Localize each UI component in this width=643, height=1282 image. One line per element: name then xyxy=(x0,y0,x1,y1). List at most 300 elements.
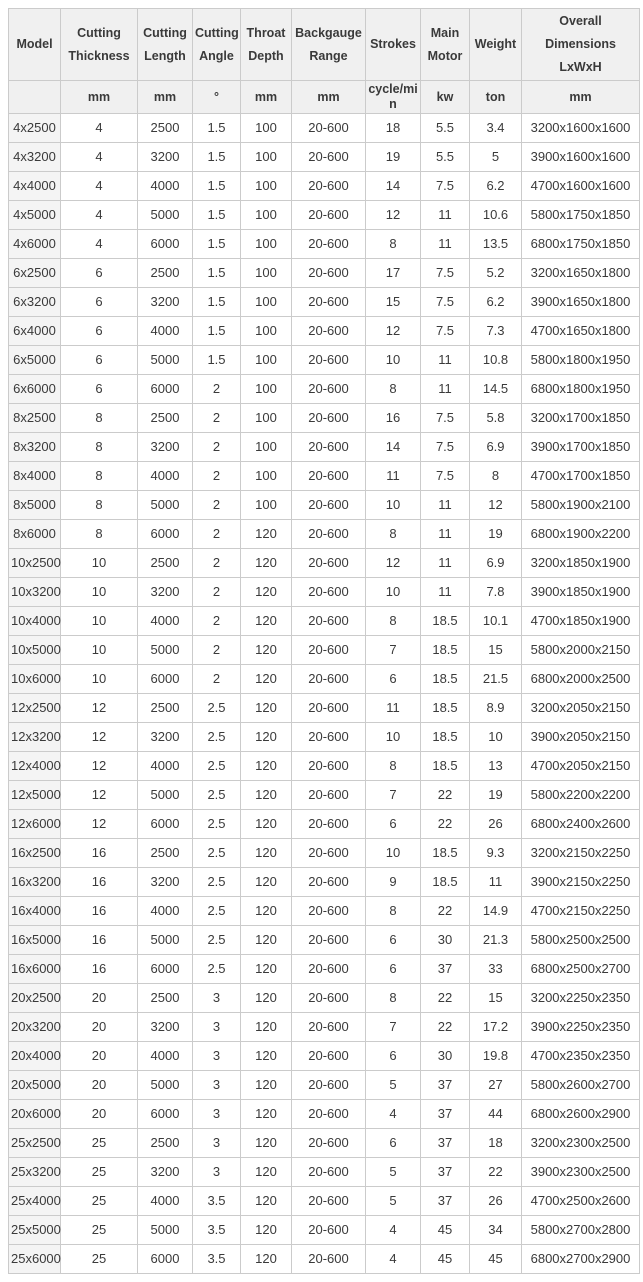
table-row xyxy=(9,839,640,868)
table-cell-cutting-angle: 2.5 xyxy=(193,810,241,839)
table-cell-main-motor: 18.5 xyxy=(421,607,470,636)
table-row xyxy=(9,520,640,549)
table-cell-main-motor: 7.5 xyxy=(421,462,470,491)
table-cell-throat-depth: 120 xyxy=(241,549,292,578)
table-cell-weight: 12 xyxy=(470,491,522,520)
table-cell-throat-depth: 120 xyxy=(241,984,292,1013)
table-cell-cutting-thickness: 6 xyxy=(61,317,138,346)
model-cell: 4x5000 xyxy=(9,201,61,230)
table-row xyxy=(9,1100,640,1129)
table-cell-cutting-length: 3200 xyxy=(138,1013,193,1042)
table-cell-overall-dimensions: 3900x2300x2500 xyxy=(522,1158,640,1187)
table-row xyxy=(9,810,640,839)
table-cell-cutting-length: 3200 xyxy=(138,433,193,462)
table-cell-overall-dimensions: 6800x1800x1950 xyxy=(522,375,640,404)
table-cell-weight: 45 xyxy=(470,1245,522,1274)
table-cell-overall-dimensions: 5800x2200x2200 xyxy=(522,781,640,810)
machine-specifications-table xyxy=(8,8,640,1274)
table-cell-strokes: 10 xyxy=(366,839,421,868)
table-cell-cutting-thickness: 4 xyxy=(61,201,138,230)
table-cell-main-motor: 22 xyxy=(421,984,470,1013)
table-cell-cutting-angle: 2 xyxy=(193,433,241,462)
table-row xyxy=(9,984,640,1013)
table-cell-overall-dimensions: 3200x1700x1850 xyxy=(522,404,640,433)
table-cell-cutting-thickness: 12 xyxy=(61,752,138,781)
table-row xyxy=(9,346,640,375)
table-cell-throat-depth: 120 xyxy=(241,810,292,839)
table-cell-throat-depth: 120 xyxy=(241,839,292,868)
table-cell-strokes: 6 xyxy=(366,810,421,839)
table-cell-cutting-angle: 3 xyxy=(193,1129,241,1158)
table-cell-cutting-length: 5000 xyxy=(138,1216,193,1245)
table-cell-cutting-angle: 3 xyxy=(193,1100,241,1129)
table-cell-overall-dimensions: 3900x2150x2250 xyxy=(522,868,640,897)
table-row xyxy=(9,230,640,259)
table-cell-cutting-length: 5000 xyxy=(138,926,193,955)
table-cell-cutting-angle: 2.5 xyxy=(193,955,241,984)
model-cell: 4x4000 xyxy=(9,172,61,201)
column-header-cutting-thickness: Cutting Thickness xyxy=(61,9,138,81)
table-cell-cutting-angle: 1.5 xyxy=(193,346,241,375)
table-cell-weight: 33 xyxy=(470,955,522,984)
table-cell-overall-dimensions: 4700x1700x1850 xyxy=(522,462,640,491)
table-cell-throat-depth: 120 xyxy=(241,1071,292,1100)
table-cell-backgauge-range: 20-600 xyxy=(292,984,366,1013)
table-cell-overall-dimensions: 6800x2500x2700 xyxy=(522,955,640,984)
table-cell-cutting-angle: 1.5 xyxy=(193,288,241,317)
table-cell-throat-depth: 120 xyxy=(241,868,292,897)
table-cell-main-motor: 7.5 xyxy=(421,259,470,288)
table-cell-backgauge-range: 20-600 xyxy=(292,114,366,143)
table-row xyxy=(9,955,640,984)
table-cell-main-motor: 37 xyxy=(421,955,470,984)
table-cell-backgauge-range: 20-600 xyxy=(292,578,366,607)
table-cell-backgauge-range: 20-600 xyxy=(292,694,366,723)
table-cell-overall-dimensions: 3200x1600x1600 xyxy=(522,114,640,143)
model-cell: 8x6000 xyxy=(9,520,61,549)
table-cell-cutting-angle: 2 xyxy=(193,578,241,607)
table-cell-backgauge-range: 20-600 xyxy=(292,375,366,404)
table-row xyxy=(9,1042,640,1071)
table-cell-cutting-angle: 2 xyxy=(193,404,241,433)
table-cell-cutting-thickness: 8 xyxy=(61,462,138,491)
table-row xyxy=(9,752,640,781)
table-cell-cutting-length: 6000 xyxy=(138,1245,193,1274)
table-cell-cutting-thickness: 20 xyxy=(61,1100,138,1129)
table-row xyxy=(9,143,640,172)
table-cell-weight: 14.9 xyxy=(470,897,522,926)
table-cell-strokes: 6 xyxy=(366,955,421,984)
table-cell-overall-dimensions: 5800x1750x1850 xyxy=(522,201,640,230)
table-row xyxy=(9,317,640,346)
table-cell-strokes: 16 xyxy=(366,404,421,433)
table-cell-backgauge-range: 20-600 xyxy=(292,1245,366,1274)
table-cell-backgauge-range: 20-600 xyxy=(292,868,366,897)
table-cell-throat-depth: 120 xyxy=(241,607,292,636)
column-unit-cutting-angle: ° xyxy=(193,81,241,114)
table-cell-main-motor: 7.5 xyxy=(421,172,470,201)
table-cell-strokes: 15 xyxy=(366,288,421,317)
table-cell-strokes: 8 xyxy=(366,752,421,781)
table-cell-backgauge-range: 20-600 xyxy=(292,230,366,259)
table-cell-strokes: 8 xyxy=(366,375,421,404)
table-cell-weight: 6.9 xyxy=(470,433,522,462)
table-cell-cutting-thickness: 4 xyxy=(61,143,138,172)
table-cell-overall-dimensions: 6800x2000x2500 xyxy=(522,665,640,694)
table-cell-cutting-thickness: 8 xyxy=(61,404,138,433)
table-cell-throat-depth: 100 xyxy=(241,172,292,201)
table-cell-main-motor: 11 xyxy=(421,549,470,578)
table-cell-cutting-thickness: 16 xyxy=(61,868,138,897)
table-row xyxy=(9,114,640,143)
table-cell-throat-depth: 120 xyxy=(241,955,292,984)
table-cell-backgauge-range: 20-600 xyxy=(292,607,366,636)
table-cell-backgauge-range: 20-600 xyxy=(292,926,366,955)
table-cell-overall-dimensions: 4700x1600x1600 xyxy=(522,172,640,201)
table-cell-strokes: 17 xyxy=(366,259,421,288)
table-cell-cutting-angle: 1.5 xyxy=(193,201,241,230)
table-cell-strokes: 8 xyxy=(366,607,421,636)
table-cell-throat-depth: 100 xyxy=(241,317,292,346)
table-cell-weight: 21.3 xyxy=(470,926,522,955)
table-cell-cutting-length: 4000 xyxy=(138,1187,193,1216)
table-cell-backgauge-range: 20-600 xyxy=(292,288,366,317)
table-cell-main-motor: 7.5 xyxy=(421,404,470,433)
table-cell-cutting-angle: 3 xyxy=(193,1071,241,1100)
table-cell-throat-depth: 120 xyxy=(241,1216,292,1245)
table-cell-cutting-length: 2500 xyxy=(138,259,193,288)
table-cell-weight: 9.3 xyxy=(470,839,522,868)
table-cell-main-motor: 18.5 xyxy=(421,723,470,752)
table-cell-cutting-thickness: 25 xyxy=(61,1216,138,1245)
table-cell-overall-dimensions: 6800x2600x2900 xyxy=(522,1100,640,1129)
table-cell-throat-depth: 120 xyxy=(241,1100,292,1129)
table-cell-overall-dimensions: 3200x1850x1900 xyxy=(522,549,640,578)
table-cell-throat-depth: 100 xyxy=(241,375,292,404)
table-cell-cutting-length: 4000 xyxy=(138,172,193,201)
column-unit-cutting-length: mm xyxy=(138,81,193,114)
table-cell-cutting-angle: 1.5 xyxy=(193,230,241,259)
model-cell: 4x2500 xyxy=(9,114,61,143)
table-cell-main-motor: 7.5 xyxy=(421,433,470,462)
table-cell-throat-depth: 100 xyxy=(241,259,292,288)
table-cell-overall-dimensions: 4700x2350x2350 xyxy=(522,1042,640,1071)
table-cell-main-motor: 11 xyxy=(421,520,470,549)
table-cell-cutting-angle: 3 xyxy=(193,984,241,1013)
model-cell: 12x4000 xyxy=(9,752,61,781)
model-cell: 8x2500 xyxy=(9,404,61,433)
table-cell-main-motor: 30 xyxy=(421,926,470,955)
table-cell-cutting-thickness: 10 xyxy=(61,578,138,607)
table-cell-backgauge-range: 20-600 xyxy=(292,1187,366,1216)
table-cell-overall-dimensions: 4700x2150x2250 xyxy=(522,897,640,926)
model-cell: 25x2500 xyxy=(9,1129,61,1158)
table-row xyxy=(9,462,640,491)
table-cell-cutting-angle: 3.5 xyxy=(193,1187,241,1216)
table-cell-cutting-thickness: 25 xyxy=(61,1158,138,1187)
table-row xyxy=(9,694,640,723)
table-cell-backgauge-range: 20-600 xyxy=(292,665,366,694)
table-header xyxy=(9,9,640,114)
table-cell-cutting-thickness: 16 xyxy=(61,839,138,868)
column-header-weight: Weight xyxy=(470,9,522,81)
table-cell-cutting-thickness: 12 xyxy=(61,723,138,752)
table-cell-main-motor: 37 xyxy=(421,1158,470,1187)
table-cell-main-motor: 45 xyxy=(421,1216,470,1245)
table-cell-weight: 26 xyxy=(470,810,522,839)
column-header-main-motor: Main Motor xyxy=(421,9,470,81)
table-cell-main-motor: 5.5 xyxy=(421,143,470,172)
table-cell-backgauge-range: 20-600 xyxy=(292,491,366,520)
table-cell-main-motor: 11 xyxy=(421,375,470,404)
table-cell-cutting-length: 4000 xyxy=(138,1042,193,1071)
table-row xyxy=(9,491,640,520)
table-cell-throat-depth: 100 xyxy=(241,114,292,143)
table-cell-throat-depth: 100 xyxy=(241,433,292,462)
header-labels-row xyxy=(9,9,640,81)
table-cell-strokes: 5 xyxy=(366,1187,421,1216)
table-cell-backgauge-range: 20-600 xyxy=(292,433,366,462)
table-cell-strokes: 14 xyxy=(366,172,421,201)
table-cell-cutting-length: 6000 xyxy=(138,375,193,404)
table-cell-cutting-length: 3200 xyxy=(138,578,193,607)
model-cell: 16x4000 xyxy=(9,897,61,926)
table-cell-strokes: 8 xyxy=(366,897,421,926)
table-cell-cutting-thickness: 4 xyxy=(61,172,138,201)
table-cell-overall-dimensions: 4700x2050x2150 xyxy=(522,752,640,781)
column-unit-overall-dimensions: mm xyxy=(522,81,640,114)
table-cell-strokes: 6 xyxy=(366,1129,421,1158)
table-cell-cutting-length: 6000 xyxy=(138,230,193,259)
table-cell-weight: 5.8 xyxy=(470,404,522,433)
table-cell-overall-dimensions: 5800x2500x2500 xyxy=(522,926,640,955)
table-cell-cutting-thickness: 20 xyxy=(61,984,138,1013)
table-cell-main-motor: 5.5 xyxy=(421,114,470,143)
column-header-overall-dimensions: Overall Dimensions LxWxH xyxy=(522,9,640,81)
table-cell-main-motor: 30 xyxy=(421,1042,470,1071)
model-cell: 6x3200 xyxy=(9,288,61,317)
table-cell-main-motor: 37 xyxy=(421,1129,470,1158)
table-cell-weight: 3.4 xyxy=(470,114,522,143)
table-cell-main-motor: 11 xyxy=(421,578,470,607)
table-cell-backgauge-range: 20-600 xyxy=(292,520,366,549)
table-cell-overall-dimensions: 3900x1850x1900 xyxy=(522,578,640,607)
table-cell-overall-dimensions: 5800x2000x2150 xyxy=(522,636,640,665)
table-cell-overall-dimensions: 5800x2700x2800 xyxy=(522,1216,640,1245)
table-cell-backgauge-range: 20-600 xyxy=(292,723,366,752)
table-cell-cutting-length: 6000 xyxy=(138,810,193,839)
table-cell-overall-dimensions: 3200x2250x2350 xyxy=(522,984,640,1013)
table-cell-cutting-length: 6000 xyxy=(138,520,193,549)
model-cell: 20x3200 xyxy=(9,1013,61,1042)
model-cell: 6x6000 xyxy=(9,375,61,404)
table-cell-throat-depth: 120 xyxy=(241,926,292,955)
table-cell-cutting-angle: 2.5 xyxy=(193,723,241,752)
table-row xyxy=(9,1187,640,1216)
table-cell-cutting-angle: 2.5 xyxy=(193,926,241,955)
table-cell-main-motor: 22 xyxy=(421,781,470,810)
table-cell-weight: 10.1 xyxy=(470,607,522,636)
table-cell-cutting-angle: 1.5 xyxy=(193,172,241,201)
table-cell-main-motor: 18.5 xyxy=(421,752,470,781)
table-cell-throat-depth: 120 xyxy=(241,1245,292,1274)
table-cell-strokes: 4 xyxy=(366,1216,421,1245)
model-cell: 8x4000 xyxy=(9,462,61,491)
model-cell: 10x4000 xyxy=(9,607,61,636)
table-cell-cutting-length: 4000 xyxy=(138,317,193,346)
table-cell-cutting-angle: 1.5 xyxy=(193,114,241,143)
table-cell-cutting-thickness: 6 xyxy=(61,259,138,288)
table-cell-backgauge-range: 20-600 xyxy=(292,839,366,868)
table-cell-cutting-length: 5000 xyxy=(138,346,193,375)
table-cell-cutting-length: 6000 xyxy=(138,955,193,984)
model-cell: 20x2500 xyxy=(9,984,61,1013)
table-row xyxy=(9,549,640,578)
table-cell-cutting-angle: 3 xyxy=(193,1013,241,1042)
column-unit-strokes: cycle/min xyxy=(366,81,421,114)
table-row xyxy=(9,172,640,201)
table-cell-strokes: 11 xyxy=(366,694,421,723)
table-cell-cutting-length: 3200 xyxy=(138,288,193,317)
table-cell-cutting-thickness: 12 xyxy=(61,810,138,839)
table-cell-main-motor: 37 xyxy=(421,1100,470,1129)
table-cell-throat-depth: 120 xyxy=(241,665,292,694)
model-cell: 12x3200 xyxy=(9,723,61,752)
table-cell-strokes: 6 xyxy=(366,1042,421,1071)
table-row xyxy=(9,1071,640,1100)
table-cell-weight: 14.5 xyxy=(470,375,522,404)
table-cell-throat-depth: 120 xyxy=(241,897,292,926)
table-cell-main-motor: 18.5 xyxy=(421,868,470,897)
table-cell-cutting-thickness: 12 xyxy=(61,694,138,723)
table-cell-backgauge-range: 20-600 xyxy=(292,201,366,230)
table-cell-cutting-angle: 3.5 xyxy=(193,1245,241,1274)
table-cell-weight: 15 xyxy=(470,636,522,665)
table-cell-cutting-thickness: 6 xyxy=(61,346,138,375)
column-unit-cutting-thickness: mm xyxy=(61,81,138,114)
table-cell-weight: 10.8 xyxy=(470,346,522,375)
table-cell-cutting-length: 2500 xyxy=(138,984,193,1013)
table-cell-overall-dimensions: 3900x2250x2350 xyxy=(522,1013,640,1042)
table-cell-backgauge-range: 20-600 xyxy=(292,636,366,665)
table-cell-throat-depth: 100 xyxy=(241,462,292,491)
table-cell-throat-depth: 120 xyxy=(241,1158,292,1187)
table-cell-throat-depth: 120 xyxy=(241,694,292,723)
model-cell: 20x4000 xyxy=(9,1042,61,1071)
table-cell-cutting-length: 5000 xyxy=(138,491,193,520)
table-cell-cutting-angle: 2.5 xyxy=(193,868,241,897)
table-cell-strokes: 10 xyxy=(366,346,421,375)
table-cell-cutting-thickness: 10 xyxy=(61,636,138,665)
table-row xyxy=(9,375,640,404)
table-cell-weight: 44 xyxy=(470,1100,522,1129)
table-cell-cutting-length: 3200 xyxy=(138,143,193,172)
table-cell-throat-depth: 100 xyxy=(241,346,292,375)
table-cell-weight: 7.3 xyxy=(470,317,522,346)
model-cell: 16x6000 xyxy=(9,955,61,984)
table-cell-strokes: 7 xyxy=(366,636,421,665)
table-cell-weight: 11 xyxy=(470,868,522,897)
table-cell-cutting-angle: 3.5 xyxy=(193,1216,241,1245)
table-cell-throat-depth: 120 xyxy=(241,636,292,665)
table-cell-backgauge-range: 20-600 xyxy=(292,1216,366,1245)
table-cell-weight: 34 xyxy=(470,1216,522,1245)
table-cell-cutting-thickness: 8 xyxy=(61,433,138,462)
table-cell-overall-dimensions: 3200x2150x2250 xyxy=(522,839,640,868)
table-row xyxy=(9,404,640,433)
model-cell: 10x3200 xyxy=(9,578,61,607)
table-cell-throat-depth: 100 xyxy=(241,201,292,230)
header-units-row xyxy=(9,81,640,114)
table-cell-cutting-length: 4000 xyxy=(138,752,193,781)
table-cell-cutting-length: 5000 xyxy=(138,201,193,230)
table-cell-cutting-length: 4000 xyxy=(138,897,193,926)
table-cell-cutting-thickness: 20 xyxy=(61,1042,138,1071)
table-cell-main-motor: 11 xyxy=(421,201,470,230)
table-cell-cutting-thickness: 25 xyxy=(61,1245,138,1274)
table-cell-main-motor: 37 xyxy=(421,1187,470,1216)
table-cell-cutting-angle: 2 xyxy=(193,607,241,636)
table-cell-main-motor: 18.5 xyxy=(421,665,470,694)
table-cell-cutting-length: 2500 xyxy=(138,404,193,433)
table-cell-cutting-thickness: 6 xyxy=(61,288,138,317)
model-cell: 20x5000 xyxy=(9,1071,61,1100)
table-cell-strokes: 9 xyxy=(366,868,421,897)
table-cell-main-motor: 11 xyxy=(421,230,470,259)
table-cell-backgauge-range: 20-600 xyxy=(292,752,366,781)
table-cell-cutting-thickness: 20 xyxy=(61,1013,138,1042)
table-cell-cutting-thickness: 8 xyxy=(61,520,138,549)
table-cell-backgauge-range: 20-600 xyxy=(292,172,366,201)
table-cell-weight: 8 xyxy=(470,462,522,491)
table-cell-strokes: 8 xyxy=(366,520,421,549)
table-cell-overall-dimensions: 6800x2400x2600 xyxy=(522,810,640,839)
table-cell-backgauge-range: 20-600 xyxy=(292,346,366,375)
column-header-model: Model xyxy=(9,9,61,81)
table-cell-strokes: 5 xyxy=(366,1071,421,1100)
table-cell-cutting-thickness: 12 xyxy=(61,781,138,810)
model-cell: 10x2500 xyxy=(9,549,61,578)
table-row xyxy=(9,607,640,636)
table-cell-overall-dimensions: 3200x1650x1800 xyxy=(522,259,640,288)
table-cell-main-motor: 18.5 xyxy=(421,636,470,665)
model-cell: 8x5000 xyxy=(9,491,61,520)
table-cell-cutting-angle: 2.5 xyxy=(193,752,241,781)
model-cell: 25x6000 xyxy=(9,1245,61,1274)
table-cell-cutting-length: 2500 xyxy=(138,694,193,723)
table-row xyxy=(9,433,640,462)
table-cell-throat-depth: 120 xyxy=(241,781,292,810)
table-cell-overall-dimensions: 5800x1800x1950 xyxy=(522,346,640,375)
table-cell-cutting-thickness: 4 xyxy=(61,230,138,259)
table-cell-main-motor: 18.5 xyxy=(421,839,470,868)
table-cell-weight: 6.2 xyxy=(470,288,522,317)
column-unit-main-motor: kw xyxy=(421,81,470,114)
table-cell-backgauge-range: 20-600 xyxy=(292,1042,366,1071)
table-body xyxy=(9,114,640,1274)
table-cell-cutting-angle: 3 xyxy=(193,1158,241,1187)
table-row xyxy=(9,1158,640,1187)
table-cell-strokes: 18 xyxy=(366,114,421,143)
table-cell-strokes: 8 xyxy=(366,230,421,259)
model-cell: 12x5000 xyxy=(9,781,61,810)
table-cell-backgauge-range: 20-600 xyxy=(292,1071,366,1100)
model-cell: 4x3200 xyxy=(9,143,61,172)
table-cell-weight: 6.2 xyxy=(470,172,522,201)
table-cell-main-motor: 11 xyxy=(421,346,470,375)
column-unit-throat-depth: mm xyxy=(241,81,292,114)
table-cell-overall-dimensions: 4700x1850x1900 xyxy=(522,607,640,636)
